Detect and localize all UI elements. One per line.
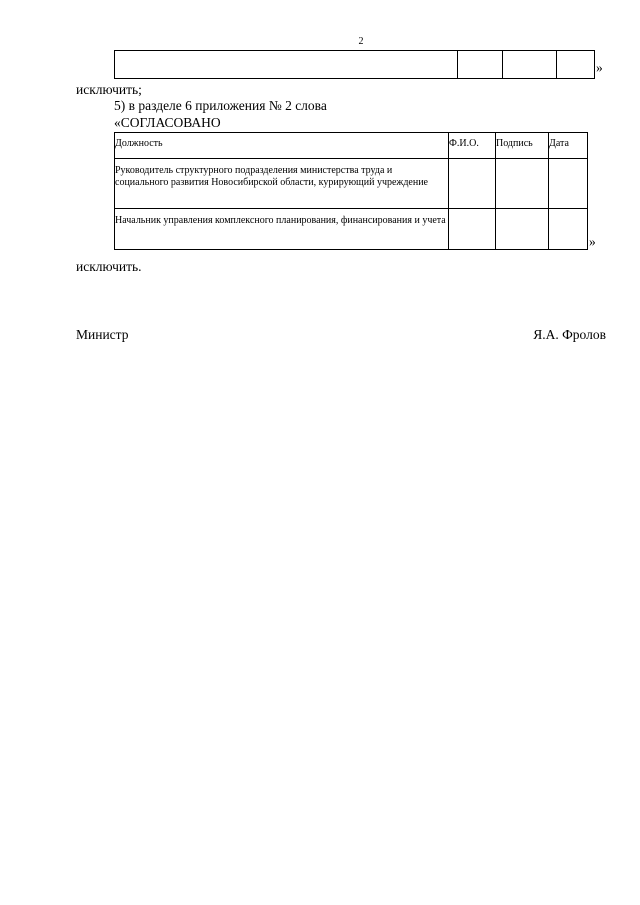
- cell-date: [549, 209, 588, 250]
- table-cell: [557, 51, 595, 79]
- cell-signature: [496, 209, 549, 250]
- header-position: Должность: [115, 133, 449, 159]
- approval-table: [114, 132, 588, 250]
- cell-name: [449, 209, 496, 250]
- paragraph-agreed: «СОГЛАСОВАНО: [114, 115, 221, 130]
- page-number: 2: [358, 36, 364, 47]
- table-row: [115, 159, 588, 209]
- paragraph-item-5: 5) в разделе 6 приложения № 2 слова: [114, 98, 327, 113]
- cell-position: Руководитель структурного подразделения министерства труда и социального развития Новосибирской области, курирующий учреждение: [115, 159, 449, 209]
- table-cell: [503, 51, 557, 79]
- paragraph-exclude: исключить;: [76, 82, 142, 97]
- signature-title: Министр: [76, 327, 129, 342]
- cell-date: [549, 159, 588, 209]
- cell-position: Начальник управления комплексного планирования, финансирования и учета: [115, 209, 449, 250]
- header-date: Дата: [549, 133, 588, 159]
- closing-quote: »: [589, 234, 596, 249]
- header-signature: Подпись: [496, 133, 549, 159]
- table-row: [115, 209, 588, 250]
- table-cell: [115, 51, 458, 79]
- table-header-row: [115, 133, 588, 159]
- cell-signature: [496, 159, 549, 209]
- previous-table-tail: [114, 50, 595, 79]
- header-name: Ф.И.О.: [449, 133, 496, 159]
- cell-name: [449, 159, 496, 209]
- closing-quote: »: [596, 60, 603, 75]
- signature-name: Я.А. Фролов: [533, 327, 606, 342]
- paragraph-exclude: исключить.: [76, 259, 142, 274]
- table-cell: [458, 51, 503, 79]
